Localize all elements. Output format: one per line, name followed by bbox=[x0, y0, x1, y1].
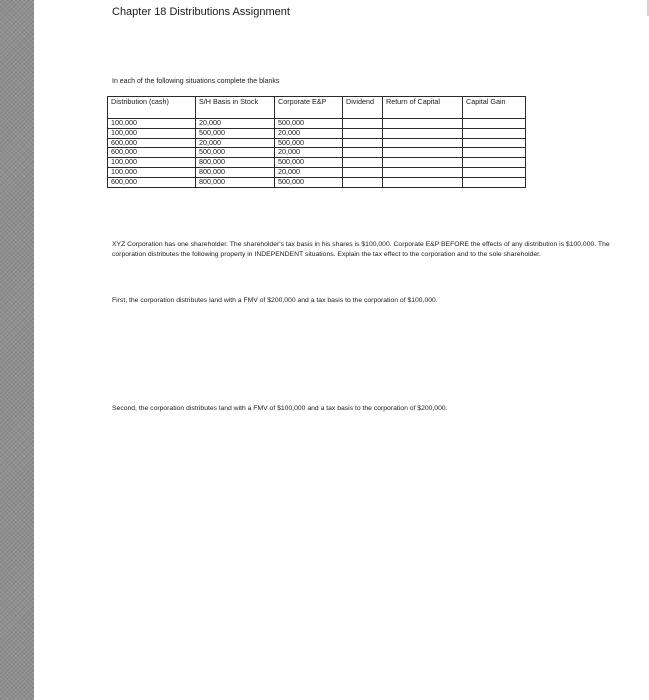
cell-distribution: 600,000 bbox=[108, 148, 196, 158]
table-row bbox=[108, 138, 526, 148]
cell-dividend bbox=[343, 167, 383, 177]
cell-dividend bbox=[343, 158, 383, 168]
cell-return-of-capital bbox=[383, 138, 463, 148]
cell-sh-basis: 20,000 bbox=[196, 119, 275, 129]
cell-return-of-capital bbox=[383, 128, 463, 138]
distributions-table bbox=[107, 96, 526, 188]
cell-return-of-capital bbox=[383, 177, 463, 187]
cell-sh-basis: 800,000 bbox=[196, 167, 275, 177]
left-sidebar-strip bbox=[0, 0, 34, 700]
cell-distribution: 100,000 bbox=[108, 158, 196, 168]
instructions-text: In each of the following situations complete the blanks bbox=[112, 78, 280, 85]
cell-sh-basis: 500,000 bbox=[196, 128, 275, 138]
table-row bbox=[108, 128, 526, 138]
cell-distribution: 100,000 bbox=[108, 119, 196, 129]
cell-dividend bbox=[343, 128, 383, 138]
cell-corporate-ep: 20,000 bbox=[275, 167, 343, 177]
cell-capital-gain bbox=[463, 167, 526, 177]
cell-corporate-ep: 20,000 bbox=[275, 128, 343, 138]
cell-capital-gain bbox=[463, 138, 526, 148]
cell-corporate-ep: 500,000 bbox=[275, 138, 343, 148]
header-return-of-capital: Return of Capital bbox=[383, 97, 463, 119]
cell-dividend bbox=[343, 119, 383, 129]
table-row bbox=[108, 158, 526, 168]
cell-distribution: 600,000 bbox=[108, 138, 196, 148]
table-row bbox=[108, 148, 526, 158]
cell-sh-basis: 800,000 bbox=[196, 158, 275, 168]
table-header-row bbox=[108, 97, 526, 119]
header-sh-basis-in-stock: S/H Basis in Stock bbox=[196, 97, 275, 119]
second-scenario-text: Second, the corporation distributes land with a FMV of $100,000 and a tax basis to the corporation of $200,000. bbox=[112, 405, 448, 412]
first-scenario-text: First, the corporation distributes land with a FMV of $200,000 and a tax basis to the corporation of $100,000. bbox=[112, 297, 438, 304]
cell-corporate-ep: 20,000 bbox=[275, 148, 343, 158]
cell-capital-gain bbox=[463, 158, 526, 168]
cell-capital-gain bbox=[463, 128, 526, 138]
cell-return-of-capital bbox=[383, 148, 463, 158]
cell-return-of-capital bbox=[383, 167, 463, 177]
cell-distribution: 100,000 bbox=[108, 128, 196, 138]
header-dividend: Dividend bbox=[343, 97, 383, 119]
xyz-scenario-paragraph: XYZ Corporation has one shareholder. The shareholder's tax basis in his shares is $100,000. Corporate E&P BEFORE the effects of any distribution is $100,000. The corporation distributes the following property in INDEPENDENT situations. Explain the tax effect to the corporation and to the sole shareholder. bbox=[112, 241, 610, 258]
cell-return-of-capital bbox=[383, 158, 463, 168]
cell-dividend bbox=[343, 148, 383, 158]
header-corporate-ep: Corporate E&P bbox=[275, 97, 343, 119]
table-row bbox=[108, 167, 526, 177]
table-row bbox=[108, 119, 526, 129]
page-title: Chapter 18 Distributions Assignment bbox=[112, 6, 290, 18]
cell-capital-gain bbox=[463, 148, 526, 158]
cell-distribution: 100,000 bbox=[108, 167, 196, 177]
cell-capital-gain bbox=[463, 119, 526, 129]
cell-corporate-ep: 500,000 bbox=[275, 177, 343, 187]
cell-dividend bbox=[343, 138, 383, 148]
header-capital-gain: Capital Gain bbox=[463, 97, 526, 119]
cell-distribution: 600,000 bbox=[108, 177, 196, 187]
cell-return-of-capital bbox=[383, 119, 463, 129]
header-distribution-cash: Distribution (cash) bbox=[108, 97, 196, 119]
cell-sh-basis: 800,000 bbox=[196, 177, 275, 187]
cell-corporate-ep: 500,000 bbox=[275, 119, 343, 129]
cell-sh-basis: 20,000 bbox=[196, 138, 275, 148]
cell-corporate-ep: 500,000 bbox=[275, 158, 343, 168]
cell-capital-gain bbox=[463, 177, 526, 187]
cell-dividend bbox=[343, 177, 383, 187]
table-row bbox=[108, 177, 526, 187]
cell-sh-basis: 500,000 bbox=[196, 148, 275, 158]
